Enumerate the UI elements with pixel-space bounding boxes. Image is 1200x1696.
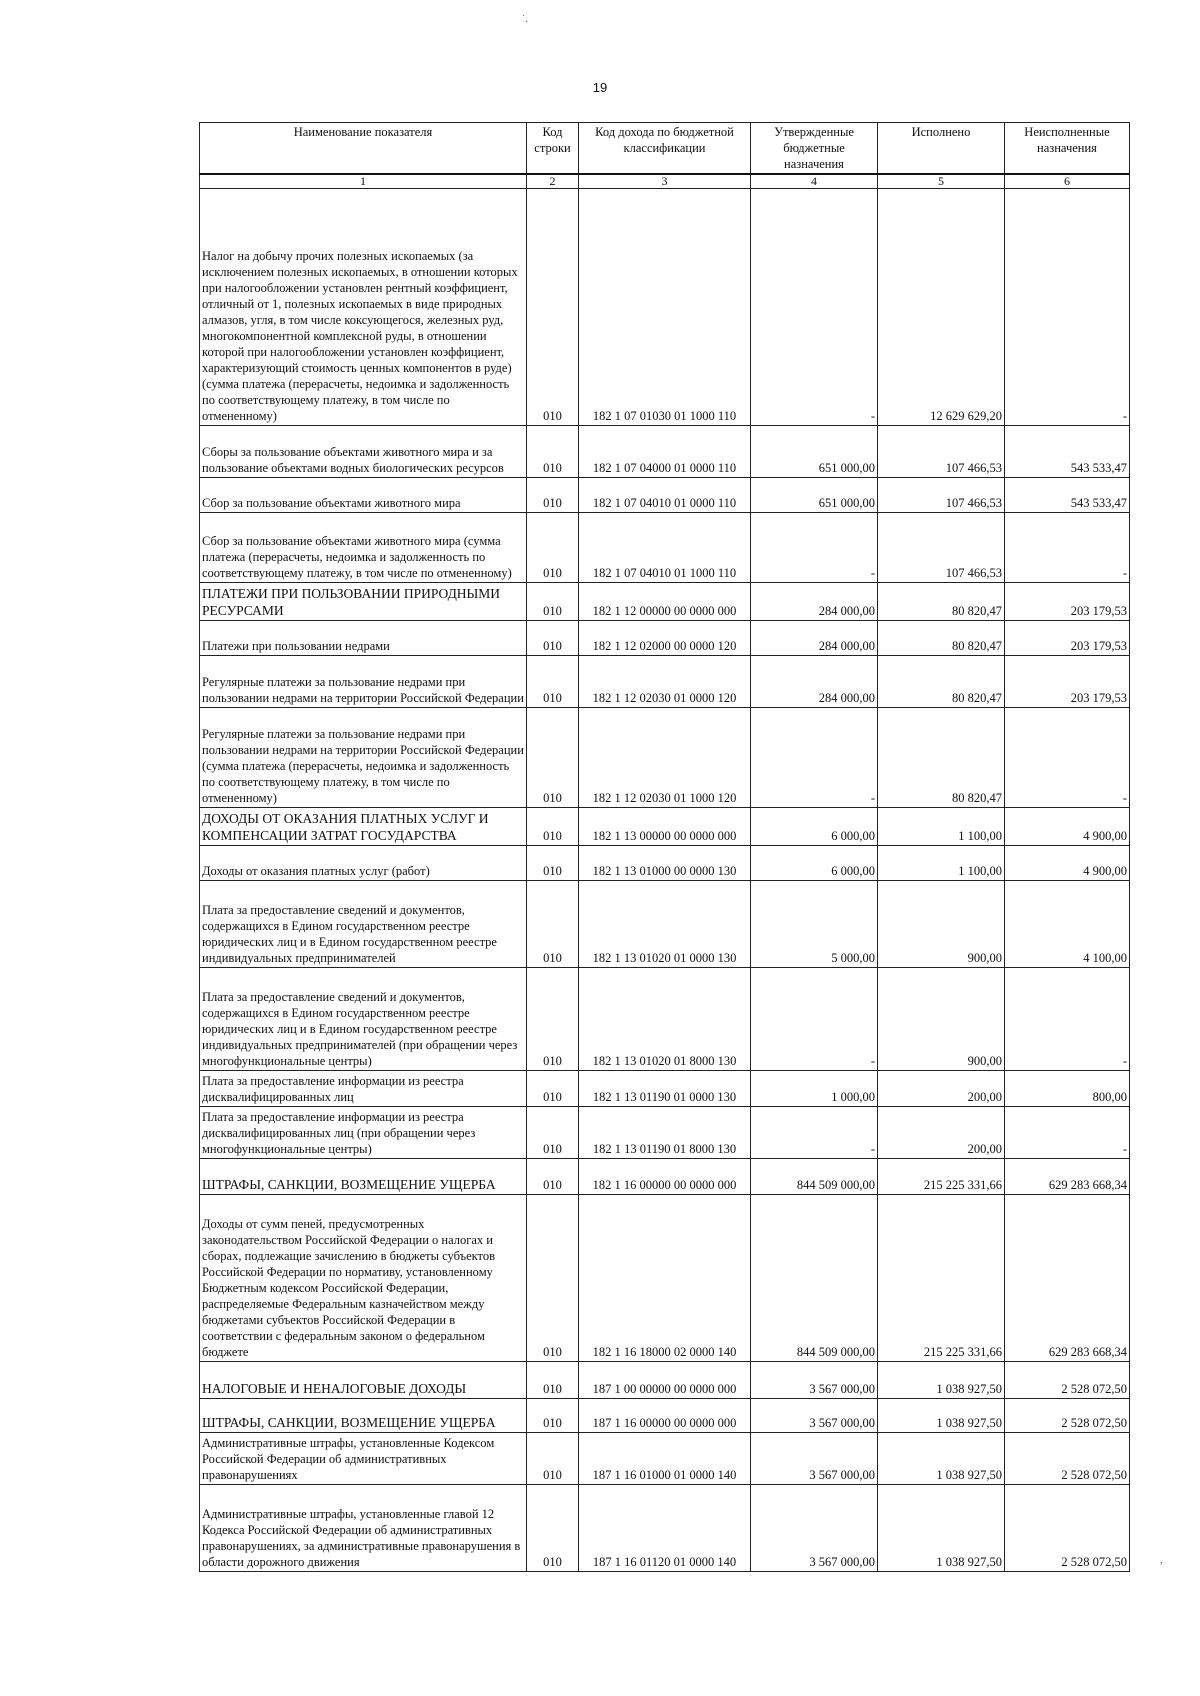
- row-line-code: 010: [527, 1485, 579, 1572]
- row-unexecuted: 2 528 072,50: [1005, 1362, 1130, 1399]
- row-line-code: 010: [527, 808, 579, 846]
- row-name: Доходы от сумм пеней, предусмотренных законодательством Российской Федерации о налогах и сборах, подлежащие зачислению в бюджеты субъектов Российской Федерации по нормативу, установленному Бюджетным кодексом Российской Федерации, распределяемые Федеральным казначейством между бюджетами субъектов Российской Федерации в соответствии с федеральным законом о федеральном бюджете: [200, 1195, 527, 1362]
- row-unexecuted: 543 533,47: [1005, 426, 1130, 478]
- row-approved: 6 000,00: [751, 808, 878, 846]
- header-line-code: Код строки: [527, 123, 579, 175]
- row-approved: 3 567 000,00: [751, 1485, 878, 1572]
- row-executed: 80 820,47: [878, 621, 1005, 656]
- table-row: [200, 808, 1130, 846]
- row-approved: 5 000,00: [751, 881, 878, 968]
- row-executed: 200,00: [878, 1107, 1005, 1159]
- header-row: [200, 123, 1130, 175]
- row-name: Сбор за пользование объектами животного мира: [200, 478, 527, 513]
- row-name: НАЛОГОВЫЕ И НЕНАЛОГОВЫЕ ДОХОДЫ: [200, 1362, 527, 1399]
- row-executed: 12 629 629,20: [878, 189, 1005, 426]
- table-row: [200, 1159, 1130, 1195]
- row-executed: 1 038 927,50: [878, 1399, 1005, 1433]
- row-executed: 1 100,00: [878, 808, 1005, 846]
- table-row: [200, 1071, 1130, 1107]
- row-unexecuted: 4 900,00: [1005, 846, 1130, 881]
- row-unexecuted: 203 179,53: [1005, 583, 1130, 621]
- row-classification-code: 182 1 16 00000 00 0000 000: [579, 1159, 751, 1195]
- row-executed: 107 466,53: [878, 478, 1005, 513]
- row-classification-code: 182 1 12 02030 01 0000 120: [579, 656, 751, 708]
- row-classification-code: 182 1 07 04000 01 0000 110: [579, 426, 751, 478]
- row-approved: 844 509 000,00: [751, 1195, 878, 1362]
- header-indicator-name: Наименование показателя: [200, 123, 527, 175]
- row-approved: 651 000,00: [751, 478, 878, 513]
- row-unexecuted: 800,00: [1005, 1071, 1130, 1107]
- row-name: Плата за предоставление сведений и документов, содержащихся в Едином государственном реестре юридических лиц и в Едином государственном реестре индивидуальных предпринимателей: [200, 881, 527, 968]
- row-classification-code: 182 1 13 01190 01 8000 130: [579, 1107, 751, 1159]
- row-approved: 284 000,00: [751, 656, 878, 708]
- row-classification-code: 182 1 13 01020 01 8000 130: [579, 968, 751, 1071]
- table-row: [200, 1485, 1130, 1572]
- table-row: [200, 708, 1130, 808]
- row-classification-code: 187 1 16 01000 01 0000 140: [579, 1433, 751, 1485]
- table-row: [200, 881, 1130, 968]
- row-line-code: 010: [527, 426, 579, 478]
- row-classification-code: 182 1 13 01190 01 0000 130: [579, 1071, 751, 1107]
- row-line-code: 010: [527, 1107, 579, 1159]
- table-row: [200, 1433, 1130, 1485]
- row-name: Плата за предоставление сведений и документов, содержащихся в Едином государственном реестре юридических лиц и в Едином государственном реестре индивидуальных предпринимателей (при обращении через многофункциональные центры): [200, 968, 527, 1071]
- row-classification-code: 182 1 07 04010 01 0000 110: [579, 478, 751, 513]
- scan-speck: ˙.: [522, 14, 528, 25]
- row-approved: 651 000,00: [751, 426, 878, 478]
- row-executed: 215 225 331,66: [878, 1159, 1005, 1195]
- column-number: 6: [1005, 174, 1130, 189]
- row-approved: -: [751, 968, 878, 1071]
- row-line-code: 010: [527, 583, 579, 621]
- row-executed: 1 038 927,50: [878, 1433, 1005, 1485]
- row-approved: 3 567 000,00: [751, 1362, 878, 1399]
- row-name: Регулярные платежи за пользование недрами при пользовании недрами на территории Российской Федерации (сумма платежа (перерасчеты, недоимка и задолженность по соответствующему платежу, в том числе по отмененному): [200, 708, 527, 808]
- row-classification-code: 182 1 12 00000 00 0000 000: [579, 583, 751, 621]
- row-executed: 215 225 331,66: [878, 1195, 1005, 1362]
- row-name: Административные штрафы, установленные Кодексом Российской Федерации об административных правонарушениях: [200, 1433, 527, 1485]
- row-unexecuted: -: [1005, 708, 1130, 808]
- row-unexecuted: -: [1005, 189, 1130, 426]
- budget-revenue-table: [199, 122, 1130, 1572]
- row-approved: -: [751, 513, 878, 583]
- row-approved: -: [751, 1107, 878, 1159]
- row-unexecuted: 629 283 668,34: [1005, 1159, 1130, 1195]
- row-unexecuted: 203 179,53: [1005, 656, 1130, 708]
- header-classification-code: Код дохода по бюджетной классификации: [579, 123, 751, 175]
- row-unexecuted: 2 528 072,50: [1005, 1399, 1130, 1433]
- table-row: [200, 656, 1130, 708]
- header-executed: Исполнено: [878, 123, 1005, 175]
- row-executed: 900,00: [878, 968, 1005, 1071]
- table-row: [200, 478, 1130, 513]
- row-unexecuted: 629 283 668,34: [1005, 1195, 1130, 1362]
- row-unexecuted: 2 528 072,50: [1005, 1485, 1130, 1572]
- row-line-code: 010: [527, 1433, 579, 1485]
- table-row: [200, 513, 1130, 583]
- table-row: [200, 583, 1130, 621]
- header-unexecuted: Неисполненные назначения: [1005, 123, 1130, 175]
- row-approved: -: [751, 708, 878, 808]
- row-name: Регулярные платежи за пользование недрами при пользовании недрами на территории Российской Федерации: [200, 656, 527, 708]
- table-row: [200, 968, 1130, 1071]
- row-line-code: 010: [527, 1159, 579, 1195]
- header-approved: Утвержденные бюджетные назначения: [751, 123, 878, 175]
- row-approved: 6 000,00: [751, 846, 878, 881]
- table-row: [200, 1399, 1130, 1433]
- row-classification-code: 182 1 07 04010 01 1000 110: [579, 513, 751, 583]
- row-classification-code: 182 1 16 18000 02 0000 140: [579, 1195, 751, 1362]
- row-approved: 284 000,00: [751, 621, 878, 656]
- row-line-code: 010: [527, 621, 579, 656]
- row-line-code: 010: [527, 1399, 579, 1433]
- column-number: 2: [527, 174, 579, 189]
- row-executed: 1 100,00: [878, 846, 1005, 881]
- row-classification-code: 182 1 13 00000 00 0000 000: [579, 808, 751, 846]
- row-name: Плата за предоставление информации из реестра дисквалифицированных лиц: [200, 1071, 527, 1107]
- row-line-code: 010: [527, 968, 579, 1071]
- row-name: Плата за предоставление информации из реестра дисквалифицированных лиц (при обращении через многофункциональные центры): [200, 1107, 527, 1159]
- row-classification-code: 182 1 12 02030 01 1000 120: [579, 708, 751, 808]
- column-number: 3: [579, 174, 751, 189]
- row-classification-code: 187 1 16 01120 01 0000 140: [579, 1485, 751, 1572]
- row-name: ШТРАФЫ, САНКЦИИ, ВОЗМЕЩЕНИЕ УЩЕРБА: [200, 1399, 527, 1433]
- row-approved: -: [751, 189, 878, 426]
- row-classification-code: 187 1 00 00000 00 0000 000: [579, 1362, 751, 1399]
- row-line-code: 010: [527, 1195, 579, 1362]
- row-name: Налог на добычу прочих полезных ископаемых (за исключением полезных ископаемых, в отношении которых при налогообложении установлен рентный коэффициент, отличный от 1, полезных ископаемых в виде природных алмазов, угля, в том числе коксующегося, железных руд, многокомпонентной комплексной руды, в отношении которой при налогообложении установлен коэффициент, характеризующий стоимость ценных компонентов в руде) (сумма платежа (перерасчеты, недоимка и задолженность по соответствующему платежу, в том числе по отмененному): [200, 189, 527, 426]
- row-name: Сборы за пользование объектами животного мира и за пользование объектами водных биологических ресурсов: [200, 426, 527, 478]
- row-unexecuted: 4 100,00: [1005, 881, 1130, 968]
- row-unexecuted: 2 528 072,50: [1005, 1433, 1130, 1485]
- row-executed: 80 820,47: [878, 656, 1005, 708]
- row-executed: 107 466,53: [878, 426, 1005, 478]
- row-approved: 844 509 000,00: [751, 1159, 878, 1195]
- row-line-code: 010: [527, 881, 579, 968]
- row-name: Сбор за пользование объектами животного мира (сумма платежа (перерасчеты, недоимка и задолженность по соответствующему платежу, в том числе по отмененному): [200, 513, 527, 583]
- table-row: [200, 426, 1130, 478]
- row-executed: 80 820,47: [878, 708, 1005, 808]
- scan-speck: ,: [1160, 1555, 1163, 1566]
- table-row: [200, 1362, 1130, 1399]
- row-approved: 3 567 000,00: [751, 1399, 878, 1433]
- table-row: [200, 189, 1130, 426]
- row-name: ШТРАФЫ, САНКЦИИ, ВОЗМЕЩЕНИЕ УЩЕРБА: [200, 1159, 527, 1195]
- row-line-code: 010: [527, 846, 579, 881]
- table-row: [200, 621, 1130, 656]
- row-unexecuted: 543 533,47: [1005, 478, 1130, 513]
- row-approved: 3 567 000,00: [751, 1433, 878, 1485]
- row-name: Доходы от оказания платных услуг (работ): [200, 846, 527, 881]
- row-name: ДОХОДЫ ОТ ОКАЗАНИЯ ПЛАТНЫХ УСЛУГ И КОМПЕНСАЦИИ ЗАТРАТ ГОСУДАРСТВА: [200, 808, 527, 846]
- row-executed: 200,00: [878, 1071, 1005, 1107]
- table-row: [200, 1107, 1130, 1159]
- column-number: 5: [878, 174, 1005, 189]
- row-classification-code: 187 1 16 00000 00 0000 000: [579, 1399, 751, 1433]
- row-classification-code: 182 1 13 01020 01 0000 130: [579, 881, 751, 968]
- row-line-code: 010: [527, 478, 579, 513]
- row-unexecuted: 4 900,00: [1005, 808, 1130, 846]
- row-classification-code: 182 1 13 01000 00 0000 130: [579, 846, 751, 881]
- row-executed: 1 038 927,50: [878, 1362, 1005, 1399]
- table-body: [200, 189, 1130, 1572]
- row-name: Платежи при пользовании недрами: [200, 621, 527, 656]
- row-name: Административные штрафы, установленные главой 12 Кодекса Российской Федерации об административных правонарушениях, за административные правонарушения в области дорожного движения: [200, 1485, 527, 1572]
- row-line-code: 010: [527, 708, 579, 808]
- column-number: 1: [200, 174, 527, 189]
- page-number: 19: [592, 80, 608, 95]
- table-row: [200, 846, 1130, 881]
- row-approved: 284 000,00: [751, 583, 878, 621]
- row-executed: 1 038 927,50: [878, 1485, 1005, 1572]
- row-executed: 80 820,47: [878, 583, 1005, 621]
- row-approved: 1 000,00: [751, 1071, 878, 1107]
- row-line-code: 010: [527, 1071, 579, 1107]
- row-executed: 900,00: [878, 881, 1005, 968]
- row-line-code: 010: [527, 1362, 579, 1399]
- row-line-code: 010: [527, 189, 579, 426]
- column-number: 4: [751, 174, 878, 189]
- row-line-code: 010: [527, 656, 579, 708]
- row-unexecuted: -: [1005, 968, 1130, 1071]
- row-unexecuted: 203 179,53: [1005, 621, 1130, 656]
- row-unexecuted: -: [1005, 1107, 1130, 1159]
- table-row: [200, 1195, 1130, 1362]
- row-classification-code: 182 1 07 01030 01 1000 110: [579, 189, 751, 426]
- row-classification-code: 182 1 12 02000 00 0000 120: [579, 621, 751, 656]
- row-executed: 107 466,53: [878, 513, 1005, 583]
- row-unexecuted: -: [1005, 513, 1130, 583]
- column-number-row: [200, 174, 1130, 189]
- row-line-code: 010: [527, 513, 579, 583]
- row-name: ПЛАТЕЖИ ПРИ ПОЛЬЗОВАНИИ ПРИРОДНЫМИ РЕСУРСАМИ: [200, 583, 527, 621]
